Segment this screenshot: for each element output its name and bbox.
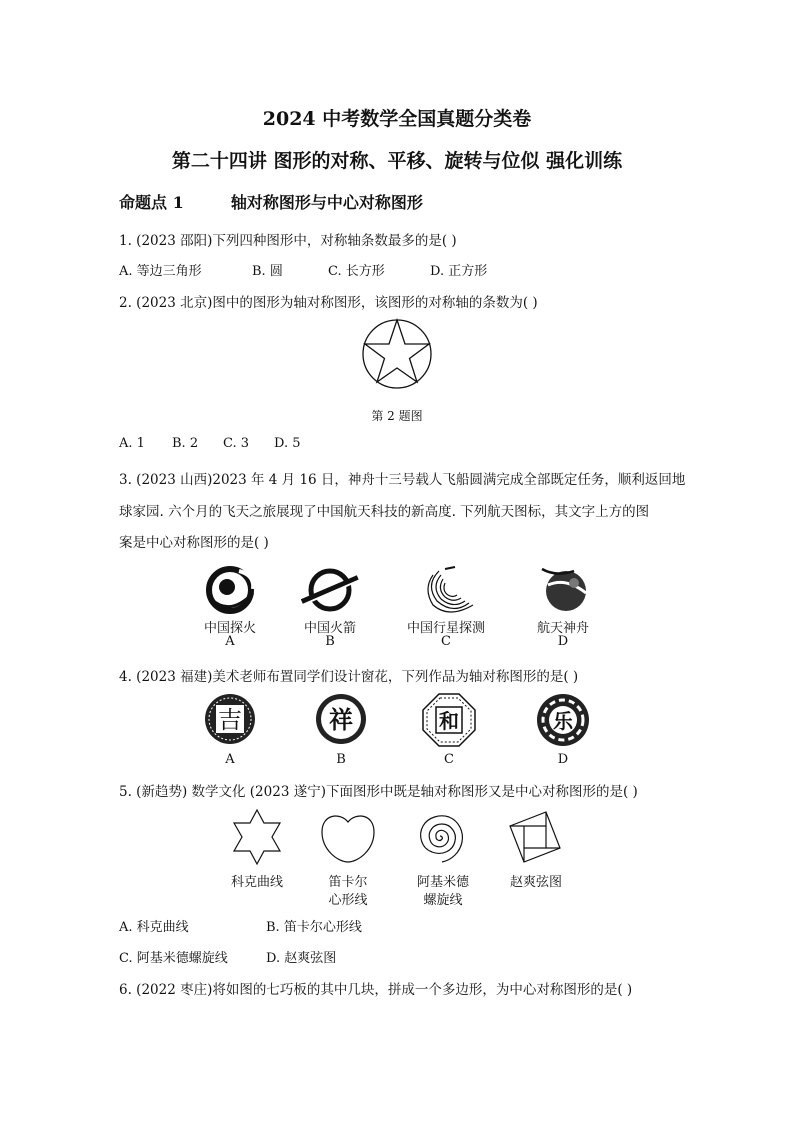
koch-curve-figure <box>230 808 284 866</box>
paper-cut-he-figure <box>421 692 477 748</box>
section-heading <box>119 190 423 213</box>
star-in-circle-figure <box>361 318 433 390</box>
q3-figure-d-text: 航天神舟 <box>536 621 589 636</box>
q4-figure-d-char: 乐 <box>553 709 573 733</box>
q2-option-b: B. 2 <box>172 436 199 451</box>
q4-figure-a-char: 吉 <box>218 706 242 734</box>
q5-option-d: D. 赵爽弦图 <box>266 951 337 966</box>
q3-figure-c-letter: C <box>441 634 451 649</box>
archimedean-spiral-figure <box>412 806 468 866</box>
q5-figure-c-label-line-1: 阿基米德 <box>416 875 469 890</box>
q4-figure-d-letter: D <box>557 752 569 767</box>
question-4-stem: 4. (2023 福建)美术老师布置同学们设计窗花，下列作品为轴对称图形的是( ) <box>119 669 579 685</box>
q3-figure-b-letter: B <box>325 634 335 649</box>
q5-option-a: A. 科克曲线 <box>119 920 189 935</box>
question-6-stem: 6. (2022 枣庄)将如图的七巧板的其中几块，拼成一个多边形，为中心对称图形的是( ) <box>119 982 633 998</box>
q5-figure-c-label-line-2: 螺旋线 <box>423 893 463 908</box>
q1-option-c: C. 长方形 <box>328 264 385 279</box>
q4-figure-c-char: 和 <box>439 709 459 733</box>
q3-figure-a-letter: A <box>225 634 235 649</box>
question-5-stem: 5. (新趋势) 数学文化 (2023 遂宁)下面图形中既是轴对称图形又是中心对称图形的是( ) <box>119 784 638 800</box>
q5-figure-b-label-line-2: 心形线 <box>328 893 368 908</box>
q5-option-c: C. 阿基米德螺旋线 <box>119 951 228 966</box>
q5-figure-b-label-line-1: 笛卡尔 <box>328 875 368 890</box>
q2-option-a: A. 1 <box>119 436 145 451</box>
q4-figure-b-char: 祥 <box>329 706 353 734</box>
cardioid-figure <box>320 812 376 864</box>
q1-option-d: D. 正方形 <box>430 264 488 279</box>
q4-figure-c-letter: C <box>444 752 454 767</box>
question-2-stem: 2. (2023 北京)图中的图形为轴对称图形，该图形的对称轴的条数为( ) <box>119 295 538 311</box>
q2-option-c: C. 3 <box>223 436 250 451</box>
question-3-stem-line-1: 3. (2023 山西)2023 年 4 月 16 日，神舟十三号载人飞船圆满完成全部既定任务，顺利返回地 <box>119 472 686 488</box>
question-3-stem-line-2: 球家园. 六个月的飞天之旅展现了中国航天科技的新高度. 下列航天图标，其文字上方的图 <box>119 504 650 520</box>
q3-figure-b-text: 中国火箭 <box>303 621 356 636</box>
q5-option-b: B. 笛卡尔心形线 <box>266 920 362 935</box>
section-name: 轴对称图形与中心对称图形 <box>230 193 423 212</box>
section-label: 命题点 1 <box>119 193 184 212</box>
china-rocket-logo-icon <box>298 566 362 614</box>
q2-figure-caption: 第 2 题图 <box>371 409 423 423</box>
q3-figure-a-text: 中国探火 <box>203 621 256 636</box>
paper-cut-ji-figure <box>203 692 257 746</box>
q5-figure-d-label: 赵爽弦图 <box>509 875 562 890</box>
q3-figure-d-letter: D <box>557 634 569 649</box>
shenzhou-logo-icon <box>536 563 592 615</box>
paper-cut-xiang-figure <box>314 692 368 746</box>
page-title: 2024 中考数学全国真题分类卷 <box>262 108 532 130</box>
zhao-shuang-diagram-figure <box>506 808 564 866</box>
planetary-exploration-logo-icon <box>419 565 475 615</box>
page-subtitle: 第二十四讲 图形的对称、平移、旋转与位似 强化训练 <box>171 150 623 172</box>
q1-option-b: B. 圆 <box>252 264 283 279</box>
q4-figure-b-letter: B <box>336 752 346 767</box>
question-1-stem: 1. (2023 邵阳)下列四种图形中，对称轴条数最多的是( ) <box>119 233 457 249</box>
q2-option-d: D. 5 <box>274 436 301 451</box>
q1-option-a: A. 等边三角形 <box>119 264 202 279</box>
mars-exploration-logo-icon <box>203 565 259 615</box>
paper-cut-le-figure <box>535 692 591 748</box>
q4-figure-a-letter: A <box>225 752 235 767</box>
q5-figure-a-label: 科克曲线 <box>230 875 283 890</box>
question-3-stem-line-3: 案是中心对称图形的是( ) <box>119 535 269 551</box>
q3-figure-c-text: 中国行星探测 <box>406 621 485 636</box>
